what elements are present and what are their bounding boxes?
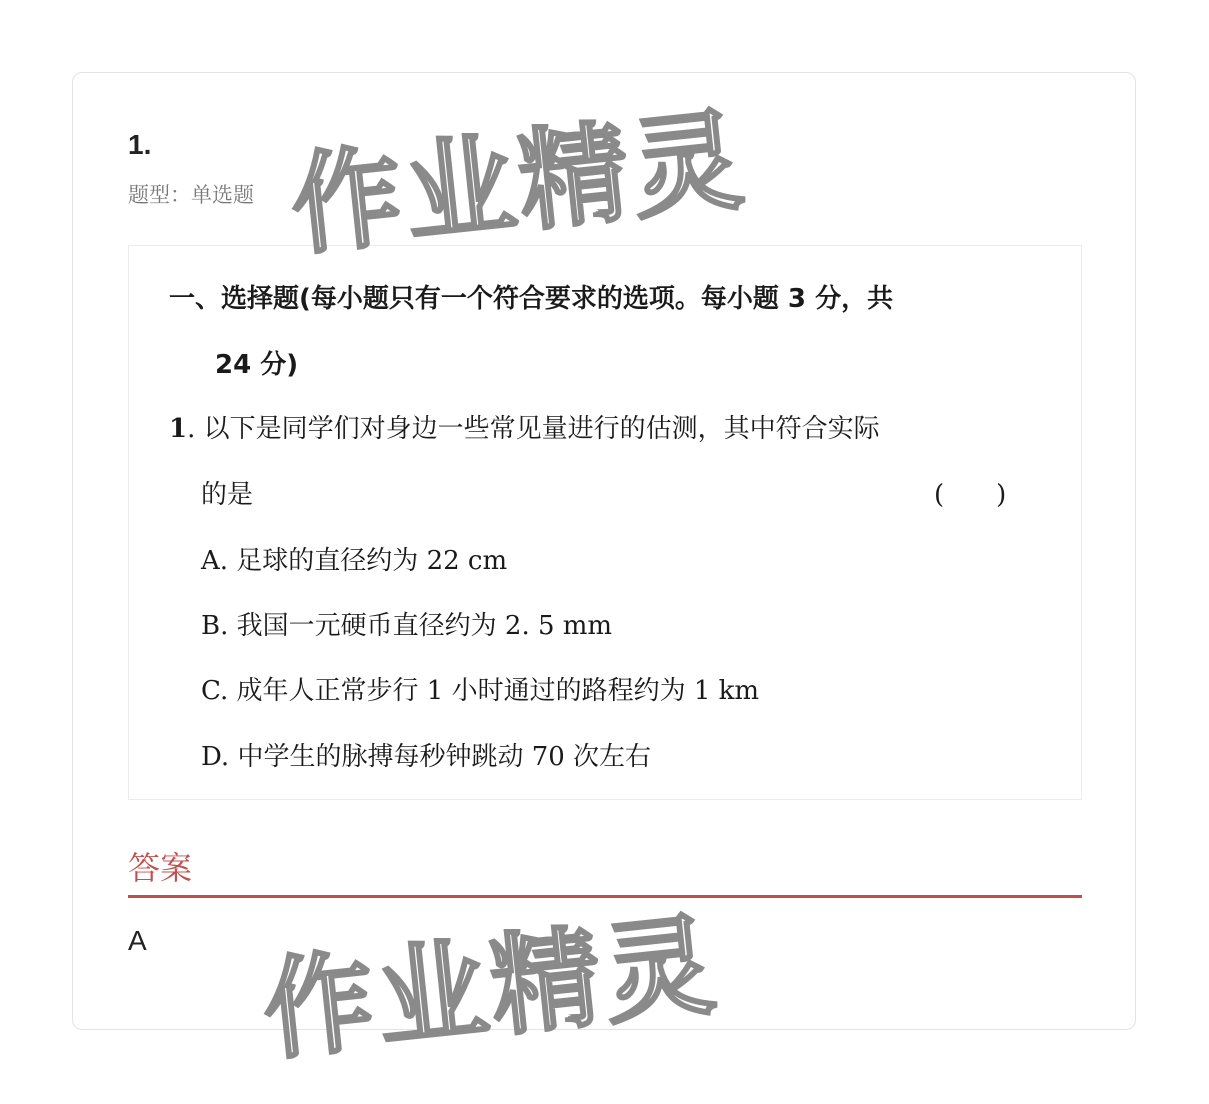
watermark-bottom: 作业精灵 (257, 900, 725, 1076)
stem-text: . 以下是同学们对身边一些常见量进行的估测，其中符合实际 (187, 414, 880, 444)
answer-blank: ( ) (934, 480, 1007, 510)
question-number: 1. (128, 129, 152, 160)
question-stem-line1 (169, 408, 880, 445)
option-b: B. 我国一元硬币直径约为 2. 5 mm (201, 611, 613, 641)
question-card (72, 72, 1136, 1030)
question-stem-line2: 的是 (201, 480, 254, 510)
option-a: A. 足球的直径约为 22 cm (201, 546, 508, 576)
option-c: C. 成年人正常步行 1 小时通过的路程约为 1 km (201, 676, 760, 706)
answer-title: 答案 (128, 849, 193, 887)
watermark-top: 作业精灵 (285, 95, 753, 271)
question-content (128, 245, 1082, 800)
section-header-line1: 一、选择题(每小题只有一个符合要求的选项。每小题 3 分，共 (169, 284, 894, 314)
answer-divider (128, 895, 1082, 898)
answer-value: A (128, 925, 147, 956)
question-type-label: 题型：单选题 (128, 183, 254, 207)
option-d: D. 中学生的脉搏每秒钟跳动 70 次左右 (201, 742, 652, 772)
stem-number: 1 (169, 414, 188, 444)
section-header-line2: 24 分) (215, 350, 299, 380)
